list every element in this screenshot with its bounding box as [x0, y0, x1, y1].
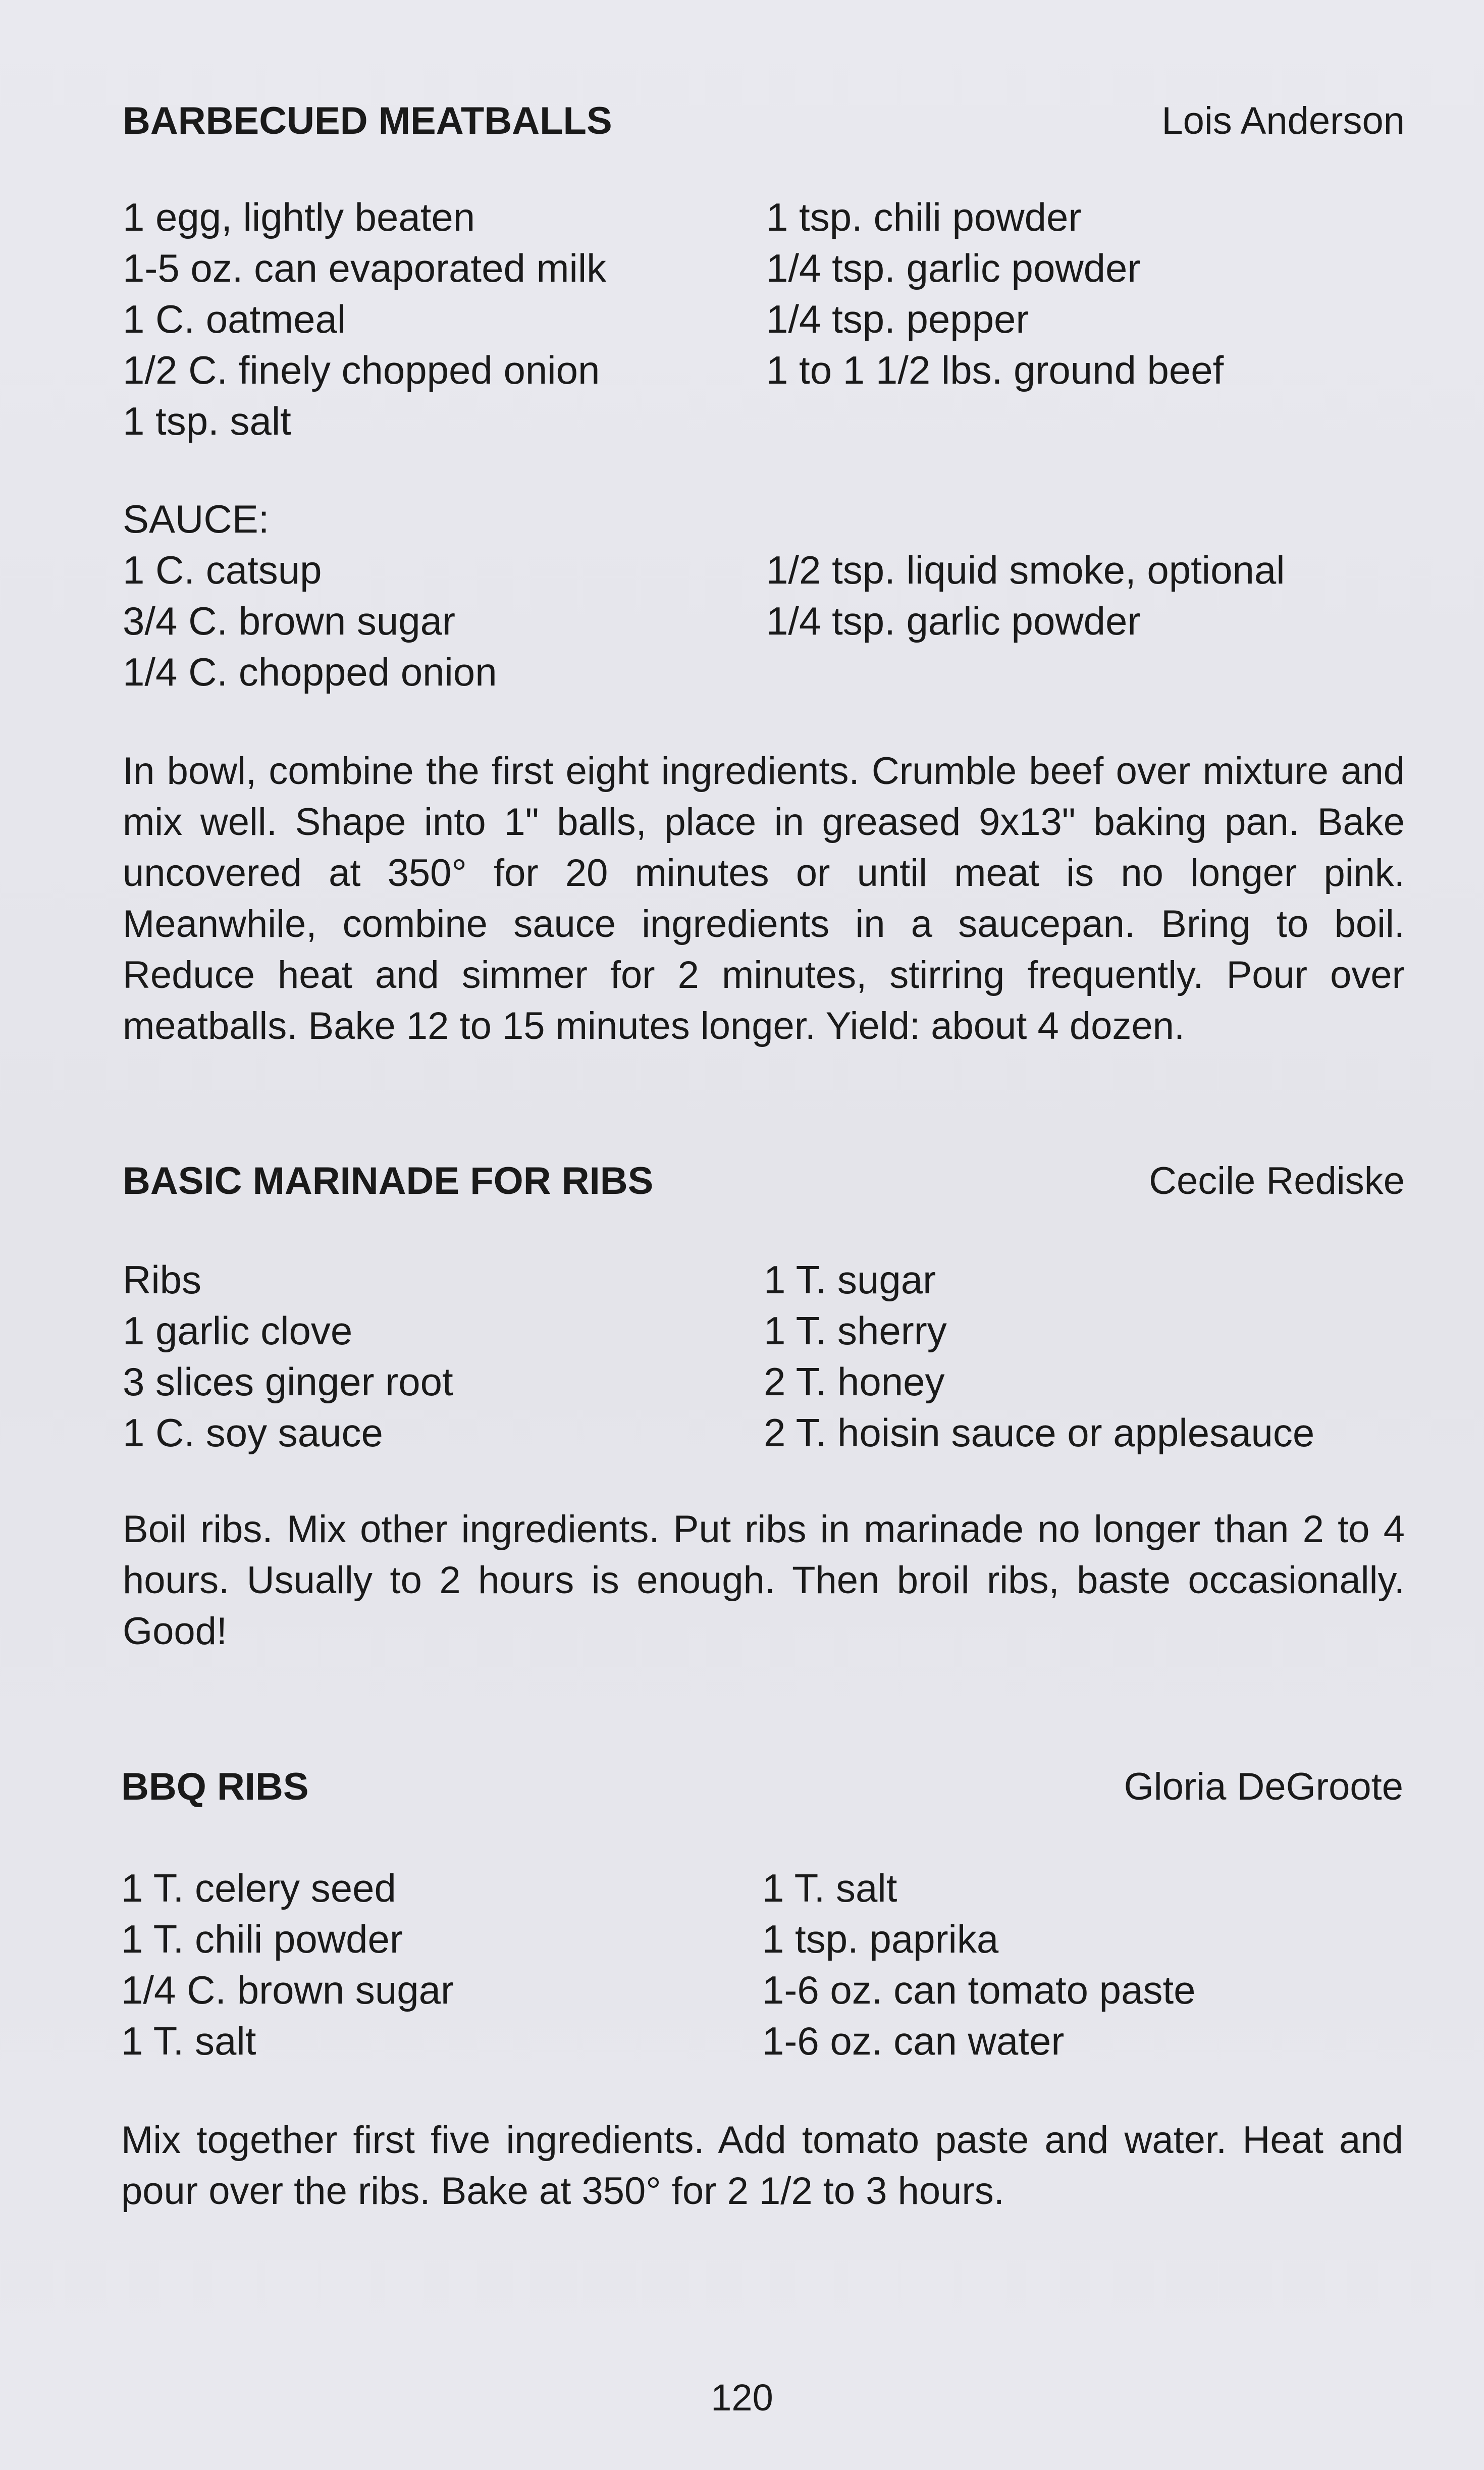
ingredient: 1 egg, lightly beaten — [123, 195, 475, 239]
recipe-bbq-ribs — [121, 1762, 1403, 2217]
recipe-author: Gloria DeGroote — [1124, 1765, 1403, 1808]
recipe-title: BASIC MARINADE FOR RIBS — [123, 1160, 654, 1202]
recipe-title: BBQ RIBS — [121, 1765, 309, 1808]
ingredient: 1/2 C. finely chopped onion — [123, 348, 600, 392]
ingredient: 3 slices ginger root — [123, 1359, 453, 1404]
ingredient: 1/2 tsp. liquid smoke, optional — [766, 548, 1285, 592]
sauce-heading: SAUCE: — [123, 497, 270, 541]
ingredient: 1 T. salt — [762, 1866, 897, 1910]
ingredient: 1/4 C. chopped onion — [123, 650, 497, 694]
ingredient: 3/4 C. brown sugar — [123, 599, 456, 643]
ingredient: Ribs — [123, 1257, 202, 1302]
page-number: 120 — [711, 2377, 773, 2419]
ingredient: 2 T. honey — [764, 1359, 945, 1404]
recipe-instructions: In bowl, combine the first eight ingredients. Crumble beef over mixture and mix well. Shape into 1" balls, place in greased 9x13" baking pan. Bake uncovered at 350° for 20 minutes or until meat is no longer pink. Meanwhile, combine sauce ingredients in a saucepan. Bring to boil. Reduce heat and simmer for 2 minutes, stirring frequently. Pour over meatballs. Bake 12 to 15 minutes longer. Yield: about 4 dozen. — [123, 750, 1405, 1047]
ingredient: 1/4 tsp. pepper — [766, 297, 1029, 341]
ingredient: 1 T. chili powder — [121, 1917, 403, 1961]
ingredient: 1 C. soy sauce — [123, 1410, 383, 1455]
recipe-header — [123, 96, 1405, 151]
ingredient: 1/4 C. brown sugar — [121, 1968, 454, 2012]
recipe-header — [121, 1762, 1403, 1817]
ingredient: 1 garlic clove — [123, 1308, 353, 1353]
ingredient: 1 T. sherry — [764, 1308, 947, 1353]
sauce-ingredients-list — [123, 545, 1405, 698]
ingredient: 1-6 oz. can tomato paste — [762, 1968, 1196, 2012]
recipe-author: Lois Anderson — [1161, 99, 1405, 142]
recipe-barbecued-meatballs — [123, 96, 1405, 1052]
ingredient: 1 T. sugar — [764, 1257, 936, 1302]
ingredient: 1-6 oz. can water — [762, 2019, 1065, 2063]
ingredient: 1 T. salt — [121, 2019, 256, 2063]
ingredients-list — [123, 192, 1405, 447]
ingredient: 1 T. celery seed — [121, 1866, 396, 1910]
recipe-basic-marinade-for-ribs — [123, 1156, 1405, 1657]
ingredients-list — [121, 1863, 1403, 2067]
ingredient: 1 tsp. salt — [123, 399, 291, 443]
ingredient: 1 C. catsup — [123, 548, 322, 592]
recipe-title: BARBECUED MEATBALLS — [123, 99, 612, 142]
recipe-instructions: Boil ribs. Mix other ingredients. Put ribs in marinade no longer than 2 to 4 hours. Usually to 2 hours is enough. Then broil ribs, baste occasionally. Good! — [123, 1508, 1405, 1653]
ingredient: 1 tsp. chili powder — [766, 195, 1082, 239]
ingredient: 1 C. oatmeal — [123, 297, 346, 341]
ingredient: 1/4 tsp. garlic powder — [766, 599, 1141, 643]
recipe-instructions: Mix together first five ingredients. Add tomato paste and water. Heat and pour over the ribs. Bake at 350° for 2 1/2 to 3 hours. — [121, 2119, 1403, 2213]
ingredients-list — [123, 1254, 1405, 1458]
ingredient: 1-5 oz. can evaporated milk — [123, 246, 607, 290]
ingredient: 1 tsp. paprika — [762, 1917, 999, 1961]
ingredient: 1 to 1 1/2 lbs. ground beef — [766, 348, 1224, 392]
ingredient: 1/4 tsp. garlic powder — [766, 246, 1141, 290]
recipe-header — [123, 1156, 1405, 1212]
ingredient: 2 T. hoisin sauce or applesauce — [764, 1410, 1315, 1455]
recipe-author: Cecile Rediske — [1149, 1160, 1405, 1202]
